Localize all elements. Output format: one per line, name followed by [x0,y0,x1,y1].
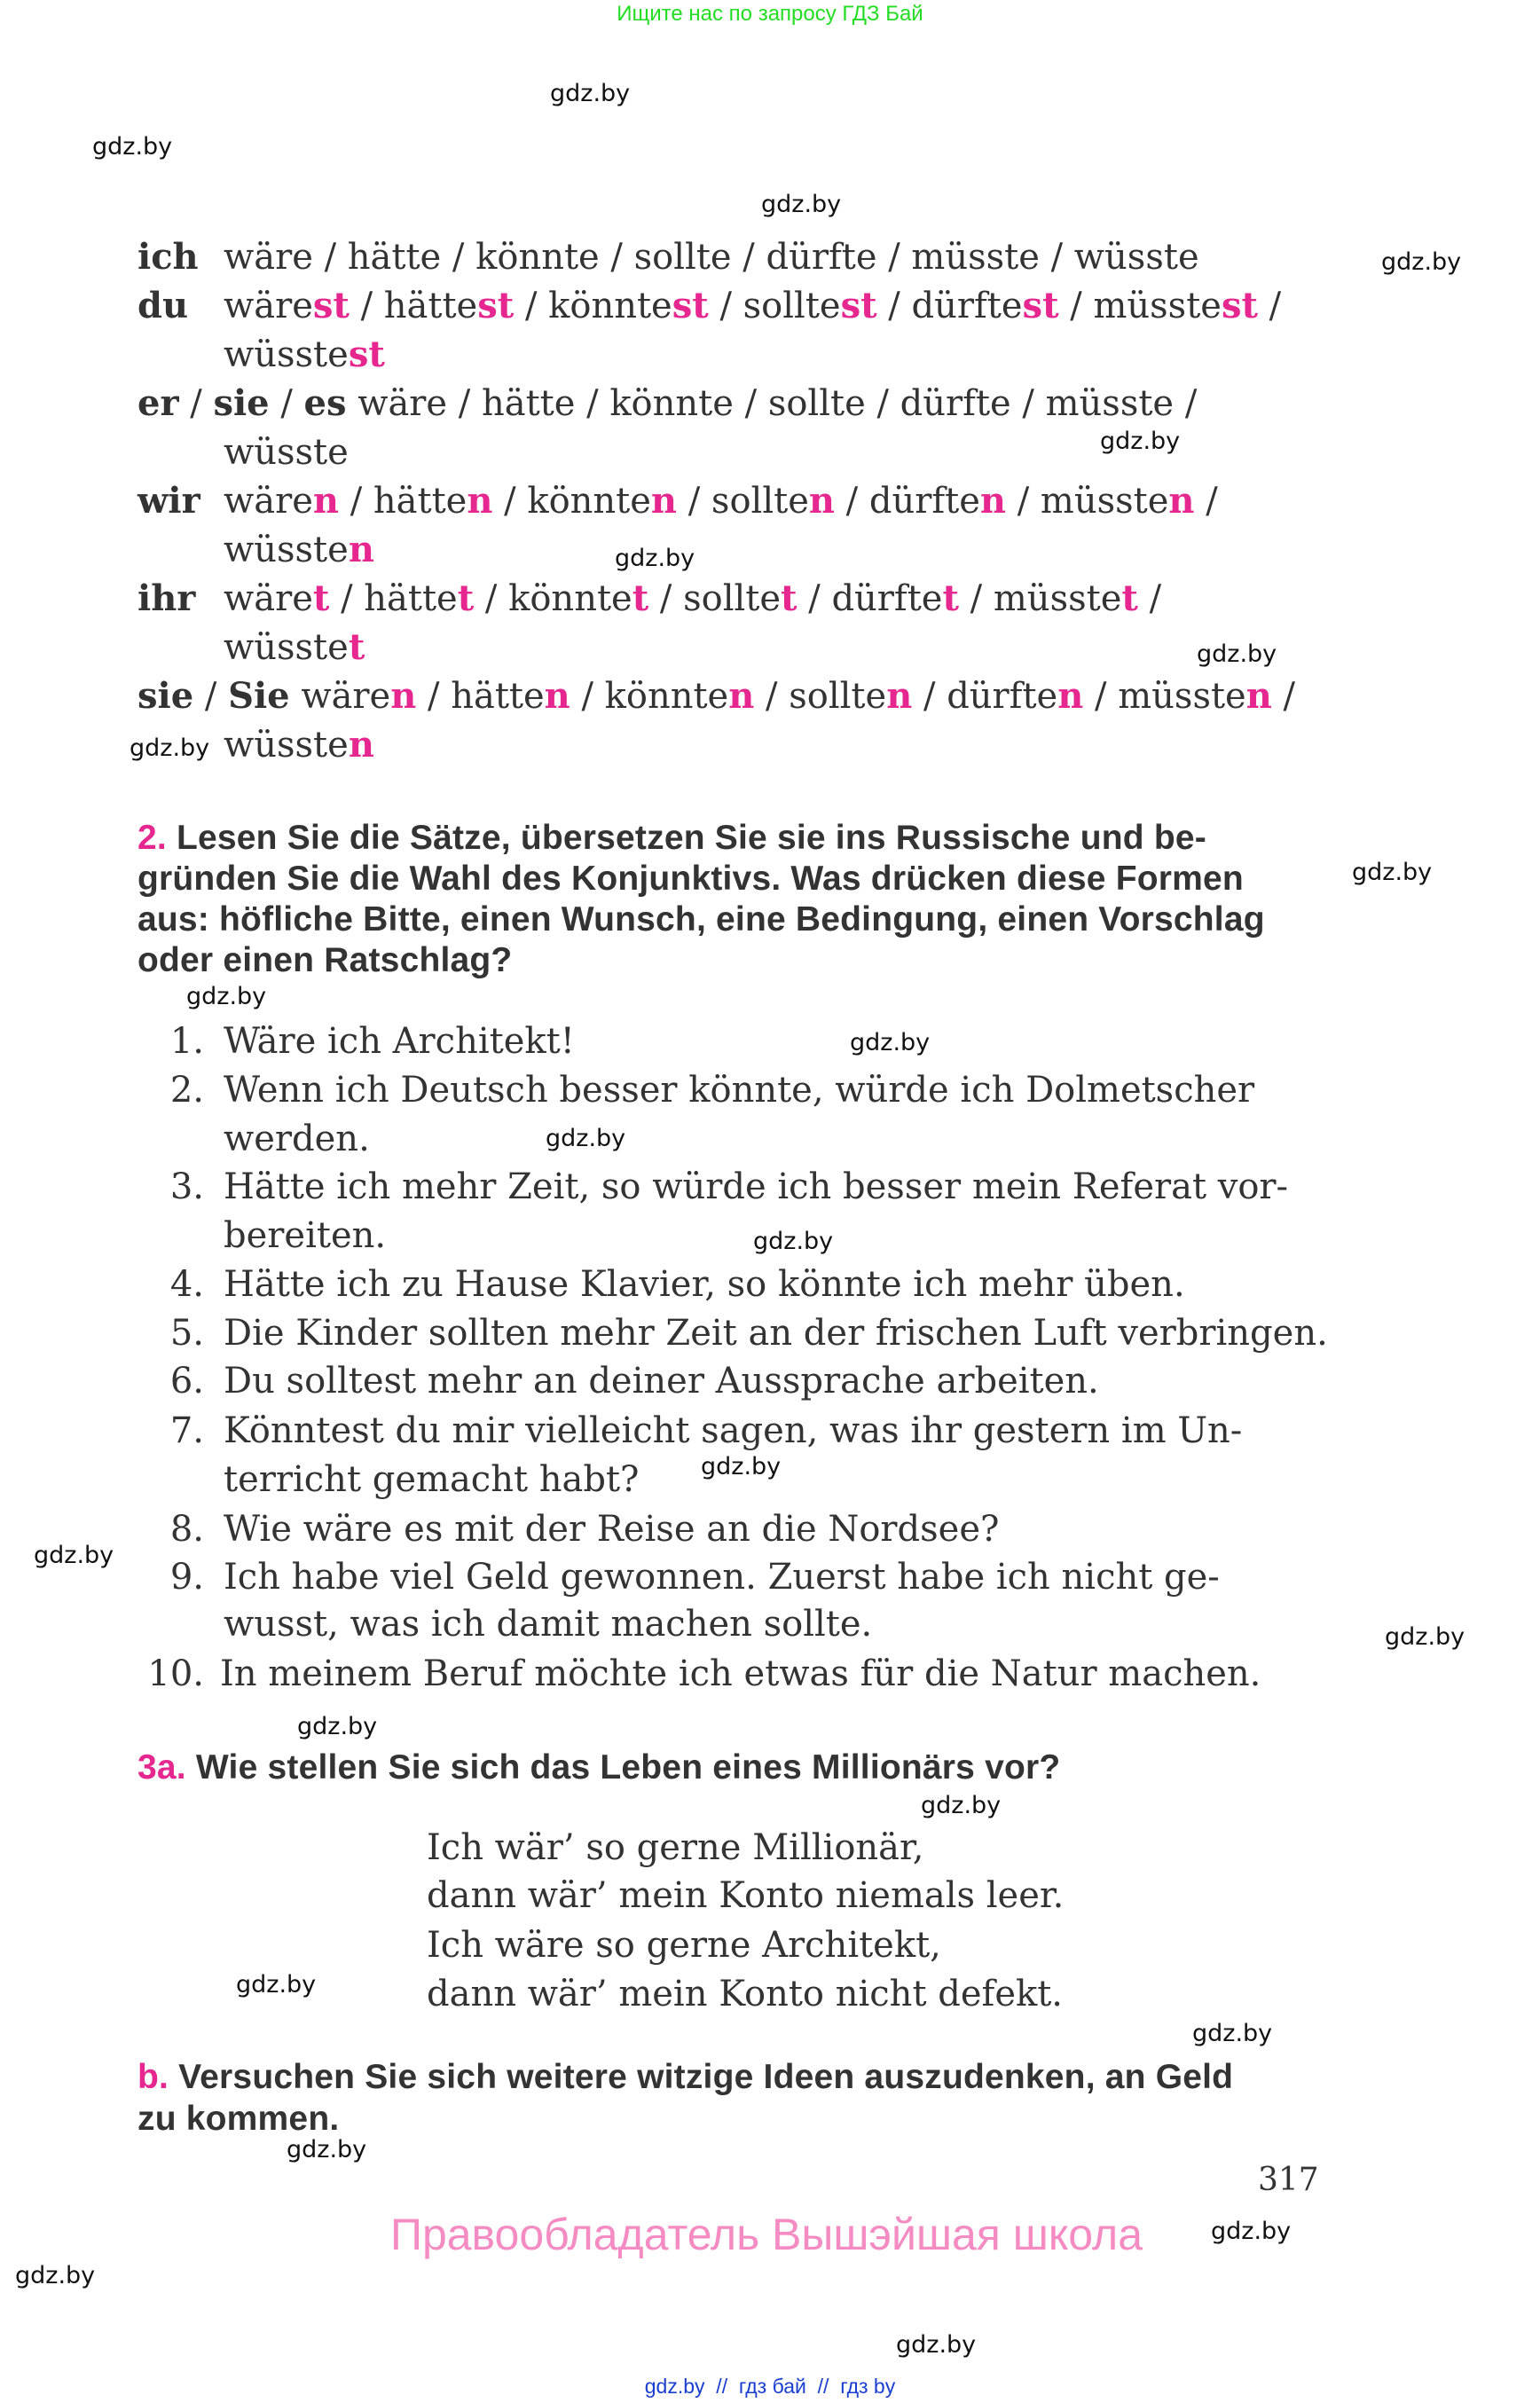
pronoun: Sie [228,675,290,717]
watermark: gdz.by [1352,859,1433,886]
poem-line: dann wär’ mein Konto niemals leer. [427,1875,1065,1916]
list-item: 7. Könntest du mir vielleicht sagen, was ihr gestern im Un- [169,1410,1243,1451]
ending: n [1245,675,1272,717]
conjugation-row-sie-Sie: sie / Sie wären / hätten / könnten / sollten / dürften / müssten / [138,675,1296,717]
conjugation-row-du-cont: wüsstest [224,334,385,375]
watermark: gdz.by [1381,248,1462,276]
poem-line: Ich wär’ so gerne Millionär, [427,1827,924,1868]
watermark: gdz.by [753,1228,834,1255]
watermark: gdz.by [1385,1623,1465,1651]
ending: n [467,480,493,522]
watermark: gdz.by [287,2136,367,2163]
watermark: gdz.by [92,133,173,161]
ending: st [312,285,350,326]
pronoun: sie [213,382,270,424]
list-item: 9. Ich habe viel Geld gewonnen. Zuerst habe ich nicht ge- [169,1557,1220,1598]
ending: n [886,675,913,717]
watermark: gdz.by [701,1453,782,1480]
ending: st [672,285,709,326]
ending: n [312,480,339,522]
watermark: gdz.by [550,80,631,107]
watermark: gdz.by [761,191,842,218]
list-item: 4. Hätte ich zu Hause Klavier, so könnte ich mehr üben. [169,1264,1185,1305]
ending: n [390,675,417,717]
search-banner: Ищите нас по запросу ГДЗ Бай [617,2,923,26]
ending: t [348,626,365,668]
watermark: gdz.by [297,1713,378,1740]
ending: t [632,577,649,619]
ending: n [728,675,755,717]
exercise-3a-instruction: 3a. Wie stellen Sie sich das Leben eines Millionärs vor? [138,1748,1061,1787]
list-item: 3. Hätte ich mehr Zeit, so würde ich besser mein Referat vor- [169,1166,1289,1207]
rights-holder: Правообладатель Вышэйшая школа [390,2210,1143,2259]
list-item: 5. Die Kinder sollten mehr Zeit an der frischen Luft verbringen. [169,1313,1328,1354]
ending: t [457,577,475,619]
verb-forms: wäre / hätte / könnte / sollte / dürfte / müsste / wüsste [224,237,1199,278]
ending: st [840,285,877,326]
list-item: 8. Wie wäre es mit der Reise an die Nordsee? [169,1509,1000,1550]
footer-links[interactable]: gdz.by // гдз бай // гдз by [644,2375,896,2398]
list-item: 1. Wäre ich Architekt! [169,1021,575,1062]
conjugation-row-er-cont: wüsste [224,432,349,473]
watermark: gdz.by [921,1792,1002,1819]
list-item: 2. Wenn ich Deutsch besser könnte, würde ich Dolmetscher [169,1070,1255,1111]
ending: n [348,529,374,570]
watermark: gdz.by [546,1125,626,1152]
pronoun: ich [138,236,199,278]
poem-line: dann wär’ mein Konto nicht defekt. [427,1974,1064,2014]
watermark: gdz.by [896,2331,977,2359]
watermark: gdz.by [236,1971,317,1999]
exercise-number: 3a. [138,1748,186,1787]
conjugation-row-sie-cont: wüssten [224,724,374,766]
watermark: gdz.by [1197,640,1277,668]
ending: st [348,334,385,375]
watermark: gdz.by [186,983,267,1010]
pronoun: wir [138,480,200,522]
pronoun: es [303,382,347,424]
watermark: gdz.by [34,1542,114,1569]
watermark: gdz.by [130,734,210,762]
ending: n [544,675,570,717]
ending: t [781,577,798,619]
watermark: gdz.by [1192,2020,1273,2047]
list-item: 6. Du solltest mehr an deiner Aussprache arbeiten. [169,1361,1099,1402]
pronoun: ihr [138,577,196,619]
ending: t [1121,577,1138,619]
ending: n [348,724,374,766]
watermark: gdz.by [15,2262,96,2289]
exercise-number: b. [138,2058,169,2096]
page-number: 317 [1258,2162,1319,2198]
watermark: gdz.by [615,545,695,572]
ending: t [312,577,330,619]
conjugation-row-ihr: ihr wäret / hättet / könntet / solltet / dürftet / müsstet / [138,577,1162,619]
pronoun: er [138,382,179,424]
poem-line: Ich wäre so gerne Architekt, [427,1925,941,1966]
watermark: gdz.by [850,1029,931,1056]
watermark: gdz.by [1100,428,1181,455]
ending: n [1168,480,1195,522]
ending: t [942,577,959,619]
conjugation-row-ich [138,235,1326,279]
ending: n [808,480,835,522]
conjugation-row-ihr-cont: wüsstet [224,626,365,668]
ending: st [1022,285,1059,326]
ending: n [650,480,678,522]
pronoun: du [138,285,189,326]
conjugation-row-du: du wärest / hättest / könntest / solltest / dürftest / müsstest / [138,285,1282,326]
ending: st [477,285,515,326]
watermark: gdz.by [1211,2218,1292,2245]
exercise-number: 2. [138,819,167,857]
ending: st [1221,285,1258,326]
conjugation-row-er-sie-es: er / sie / es wäre / hätte / könnte / sollte / dürfte / müsste / [138,382,1198,424]
conjugation-row-wir: wir wären / hätten / könnten / sollten / dürften / müssten / [138,480,1218,522]
list-item: 10. In meinem Beruf möchte ich etwas für die Natur machen. [147,1653,1261,1694]
ending: n [1057,675,1084,717]
conjugation-row-wir-cont: wüssten [224,529,374,570]
pronoun: sie [138,675,194,717]
ending: n [979,480,1007,522]
